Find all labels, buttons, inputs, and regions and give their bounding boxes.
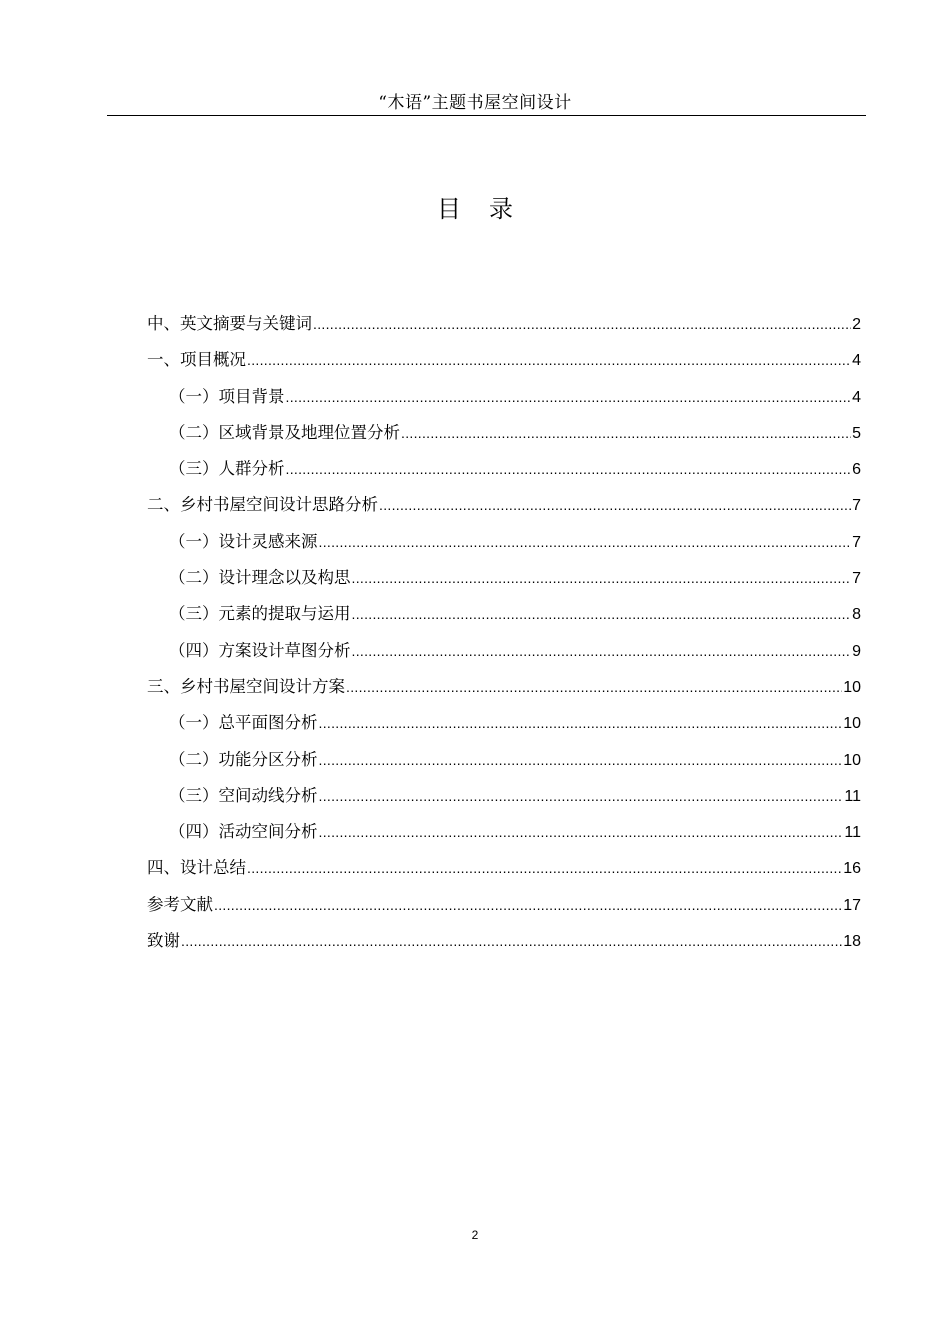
toc-entry-label: 参考文献 [147,894,213,914]
toc-entry[interactable] [147,709,861,745]
toc-dot-leader [352,565,852,592]
toc-entry-label: （三）空间动线分析 [169,785,318,805]
toc-dot-leader [352,601,852,628]
toc-entry-page: 10 [843,715,861,733]
toc-entry-page: 11 [844,824,861,842]
toc-dot-leader [319,529,852,556]
toc-entry[interactable] [147,600,861,636]
toc-entry[interactable] [147,782,861,818]
toc-entry-label: （二）功能分区分析 [169,749,318,769]
toc-entry-label: 四、设计总结 [147,858,246,878]
toc-entry-page: 4 [852,388,861,406]
toc-dot-leader [379,492,851,519]
running-header-title: “木语”主题书屋空间设计 [378,93,572,113]
toc-entry-label: （二）区域背景及地理位置分析 [169,422,400,442]
toc-entry-page: 7 [852,533,861,551]
toc-entry-label: （一）总平面图分析 [169,713,318,733]
toc-entry-label: （三）人群分析 [169,459,285,479]
toc-entry-label: 中、英文摘要与关键词 [147,314,312,333]
toc-entry[interactable] [147,637,861,673]
toc-entry[interactable] [147,383,861,419]
toc-dot-leader [319,819,844,846]
toc-entry[interactable] [147,854,861,890]
toc-entry-page: 6 [852,461,861,479]
toc-entry-label: 二、乡村书屋空间设计思路分析 [147,495,378,515]
header-divider [107,115,866,116]
toc-entry[interactable] [147,927,861,963]
toc-entry-label: （一）项目背景 [169,386,285,406]
toc-entry-page: 7 [852,497,861,515]
toc-dot-leader [401,420,851,447]
toc-dot-leader [319,710,843,737]
toc-dot-leader [214,892,842,919]
toc-entry-label: （四）活动空间分析 [169,822,318,842]
page-number: 2 [471,1228,479,1242]
toc-entry-page: 9 [852,642,861,660]
toc-entry[interactable] [147,818,861,854]
toc-dot-leader [319,747,843,774]
toc-entry-page: 11 [844,787,861,805]
toc-dot-leader [247,347,851,374]
toc-dot-leader [181,928,842,955]
toc-entry-page: 2 [852,316,861,333]
toc-entry-page: 7 [852,570,861,588]
toc-entry-label: （三）元素的提取与运用 [169,604,351,624]
toc-entry-label: 一、项目概况 [147,350,246,370]
toc-entry-page: 8 [852,606,861,624]
toc-entry[interactable] [147,419,861,455]
toc-entry[interactable] [147,455,861,491]
toc-entry[interactable] [147,491,861,527]
toc-entry-page: 4 [852,352,861,370]
toc-entry[interactable] [147,891,861,927]
toc-entry-page: 18 [843,933,861,951]
toc-entry[interactable] [147,673,861,709]
toc-entry[interactable] [147,346,861,382]
toc-entry-page: 10 [843,678,861,696]
toc-entry[interactable] [147,310,861,346]
table-of-contents [147,310,861,963]
toc-dot-leader [346,674,842,701]
toc-entry-label: （四）方案设计草图分析 [169,640,351,660]
toc-dot-leader [286,384,852,411]
toc-entry-page: 16 [843,860,861,878]
toc-entry-label: 三、乡村书屋空间设计方案 [147,676,345,696]
toc-dot-leader [313,311,851,338]
toc-dot-leader [247,855,842,882]
toc-entry-label: （一）设计灵感来源 [169,531,318,551]
toc-entry-label: （二）设计理念以及构思 [169,568,351,588]
toc-dot-leader [319,783,844,810]
toc-dot-leader [352,638,852,665]
toc-entry-page: 17 [843,896,861,914]
toc-entry-label: 致谢 [147,931,180,951]
toc-entry[interactable] [147,564,861,600]
toc-entry-page: 10 [843,751,861,769]
toc-title: 目录 [437,195,541,223]
toc-entry[interactable] [147,528,861,564]
toc-dot-leader [286,456,852,483]
toc-entry-page: 5 [852,424,861,442]
toc-entry[interactable] [147,746,861,782]
